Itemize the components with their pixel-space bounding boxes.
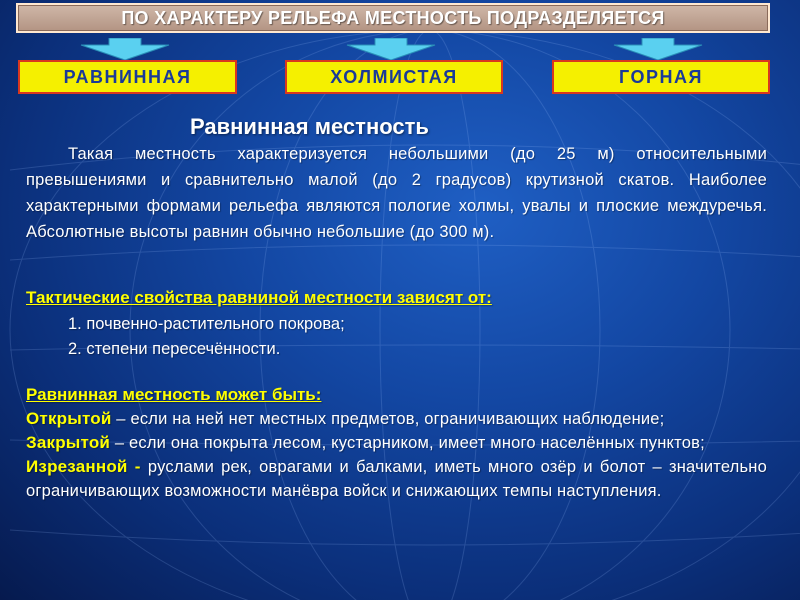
category-hilly: ХОЛМИСТАЯ bbox=[285, 60, 503, 94]
category-plain: РАВНИННАЯ bbox=[18, 60, 237, 94]
list-item: 1. почвенно-растительного покрова; bbox=[68, 315, 345, 333]
section-heading: Равнинная местность bbox=[190, 114, 429, 139]
slide-title: ПО ХАРАКТЕРУ РЕЛЬЕФА МЕСТНОСТЬ ПОДРАЗДЕЛЯЕТСЯ bbox=[16, 3, 770, 33]
tactical-properties-list bbox=[68, 312, 345, 362]
terrain-type-rugged bbox=[26, 455, 767, 503]
terrain-type-term: Открытой bbox=[26, 409, 112, 428]
down-arrow-icon bbox=[612, 38, 704, 60]
terrain-type-definition: – если на ней нет местных предметов, ограничивающих наблюдение; bbox=[111, 410, 665, 428]
down-arrow-icon bbox=[345, 38, 437, 60]
terrain-type-term: Изрезанной - bbox=[26, 457, 148, 476]
terrain-type-closed bbox=[26, 431, 767, 455]
terrain-type-definition: руслами рек, оврагами и балками, иметь много озёр и болот – значительно ограничивающих возможности манёвра войск и снижающих темпы наступления. bbox=[26, 458, 767, 500]
category-mountain: ГОРНАЯ bbox=[552, 60, 770, 94]
tactical-properties-heading: Тактические свойства равниной местности зависят от: bbox=[26, 288, 492, 307]
terrain-type-term: Закрытой bbox=[26, 433, 111, 452]
terrain-type-definition: – если она покрыта лесом, кустарником, имеет много населённых пунктов; bbox=[110, 434, 705, 452]
terrain-type-open bbox=[26, 407, 767, 431]
down-arrow-icon bbox=[79, 38, 171, 60]
description-paragraph: Такая местность характеризуется небольшими (до 25 м) относительными превышениями и сравнительно малой (до 2 градусов) крутизной скатов. Наиболее характерными формами рельефа являются пологие холмы, увалы и плоские междуречья. Абсолютные высоты равнин обычно небольшие (до 300 м). bbox=[26, 145, 767, 241]
terrain-types-heading: Равнинная местность может быть: bbox=[26, 385, 322, 404]
terrain-types-list bbox=[26, 407, 767, 503]
list-item: 2. степени пересечённости. bbox=[68, 340, 281, 358]
